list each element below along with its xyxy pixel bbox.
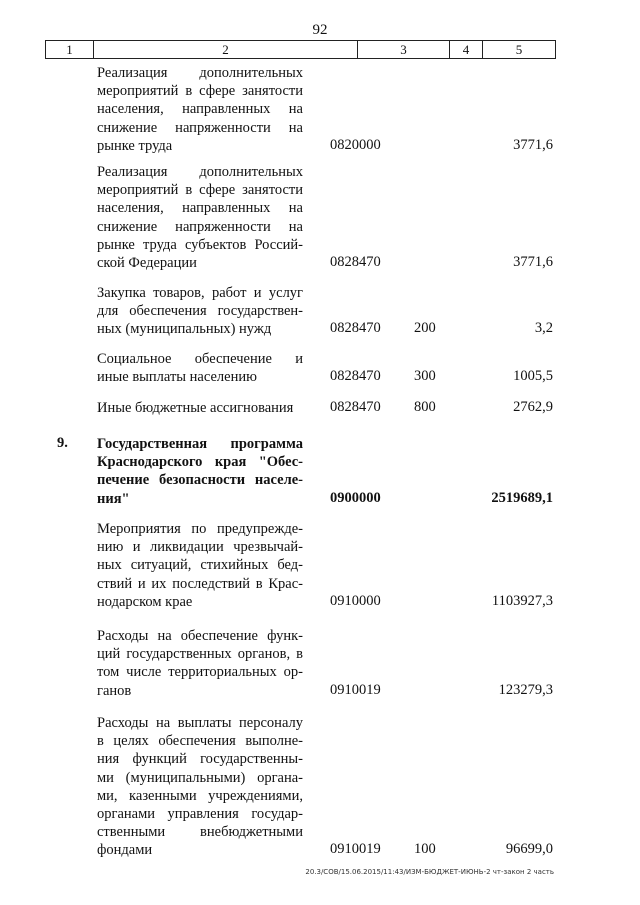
description-line: печение безопасности населе- — [97, 472, 303, 489]
target-article-code: 0828470 — [330, 320, 381, 337]
target-article-code: 0828470 — [330, 254, 381, 270]
description-line: Краснодарского края "Обес- — [97, 454, 303, 471]
expense-type-code: 200 — [414, 320, 436, 337]
amount: 96699,0 — [505, 841, 553, 858]
column-header-4: 4 — [450, 41, 483, 58]
description-line: мероприятий в сфере занятости — [97, 83, 303, 100]
description-line: ми (муниципальными) органа- — [97, 769, 303, 786]
description-line: снижение напряженности на — [97, 119, 303, 136]
target-article-code: 0910000 — [330, 592, 381, 609]
description-line: ганов — [97, 682, 132, 699]
amount: 123279,3 — [498, 681, 553, 698]
description-line: Государственная программа — [97, 436, 303, 452]
description-line: фондами — [97, 842, 153, 859]
amount: 3771,6 — [513, 254, 553, 270]
description-line: Расходы на обеспечение функ- — [97, 628, 303, 644]
description-line: ных (муниципальных) нужд — [97, 321, 272, 338]
footer-note: 20.3/СОВ/15.06.2015/11:43/ИЗМ-БЮДЖЕТ-ИЮНЬ-2 чт-закон 2 часть — [305, 868, 554, 876]
column-header-2: 2 — [94, 41, 358, 58]
description-line: ской Федерации — [97, 255, 197, 272]
description-line: Расходы на выплаты персоналу — [97, 715, 303, 731]
description-line: для обеспечения государствен- — [97, 303, 303, 320]
description-line: населения, направленных на — [97, 200, 303, 217]
row-description — [97, 399, 303, 417]
row-description — [97, 435, 303, 508]
description-line: в целях обеспечения выполне- — [97, 733, 303, 750]
description-line: Реализация дополнительных — [97, 164, 303, 180]
description-line: Мероприятия по предупрежде- — [97, 521, 303, 537]
section-number: 9. — [57, 435, 68, 451]
page-number: 92 — [312, 22, 328, 38]
amount: 1005,5 — [513, 368, 553, 385]
description-line: нию и ликвидации чрезвычай- — [97, 539, 303, 556]
description-line: ния функций государственны- — [97, 751, 303, 768]
description-line: ных ситуаций, стихийных бед- — [97, 557, 303, 574]
description-line: ственными внебюджетными — [97, 824, 303, 841]
description-line: Реализация дополнительных — [97, 65, 303, 81]
amount: 3771,6 — [513, 136, 553, 153]
description-line: ми, казенными учреждениями, — [97, 787, 303, 804]
target-article-code: 0910019 — [330, 681, 381, 698]
column-header-1: 1 — [46, 41, 94, 58]
description-line: рынке труда — [97, 137, 173, 154]
row-description — [97, 284, 303, 339]
amount: 1103927,3 — [491, 592, 553, 609]
row-description — [97, 520, 303, 611]
description-line: населения, направленных на — [97, 101, 303, 118]
description-line: нодарском крае — [97, 593, 193, 610]
amount: 2762,9 — [513, 399, 553, 415]
description-line: ций государственных органов, в — [97, 646, 303, 663]
description-line: иные выплаты населению — [97, 369, 257, 386]
row-description — [97, 64, 303, 155]
expense-type-code: 300 — [414, 368, 436, 385]
row-description — [97, 627, 303, 700]
row-description — [97, 350, 303, 386]
expense-type-code: 800 — [414, 399, 436, 415]
description-line: том числе территориальных ор- — [97, 664, 303, 681]
amount: 2519689,1 — [491, 489, 553, 506]
target-article-code: 0828470 — [330, 368, 381, 385]
target-article-code: 0910019 — [330, 841, 381, 858]
amount: 3,2 — [534, 320, 553, 337]
row-description — [97, 714, 303, 860]
column-header-3: 3 — [358, 41, 450, 58]
target-article-code: 0900000 — [330, 489, 381, 506]
description-line: Социальное обеспечение и — [97, 351, 303, 367]
description-line: Закупка товаров, работ и услуг — [97, 285, 303, 301]
description-line: ния" — [97, 490, 130, 507]
description-line: мероприятий в сфере занятости — [97, 182, 303, 199]
description-line: ствий и их последствий в Крас- — [97, 575, 303, 592]
column-header-5: 5 — [515, 42, 523, 57]
target-article-code: 0820000 — [330, 136, 381, 153]
description-line: органами управления государ- — [97, 806, 303, 823]
target-article-code: 0828470 — [330, 399, 381, 415]
column-header-row — [45, 40, 556, 59]
description-line: снижение напряженности на — [97, 218, 303, 235]
description-line: рынке труда субъектов Россий- — [97, 236, 303, 253]
description-line: Иные бюджетные ассигнования — [97, 400, 294, 416]
row-description — [97, 163, 303, 272]
expense-type-code: 100 — [414, 841, 436, 858]
